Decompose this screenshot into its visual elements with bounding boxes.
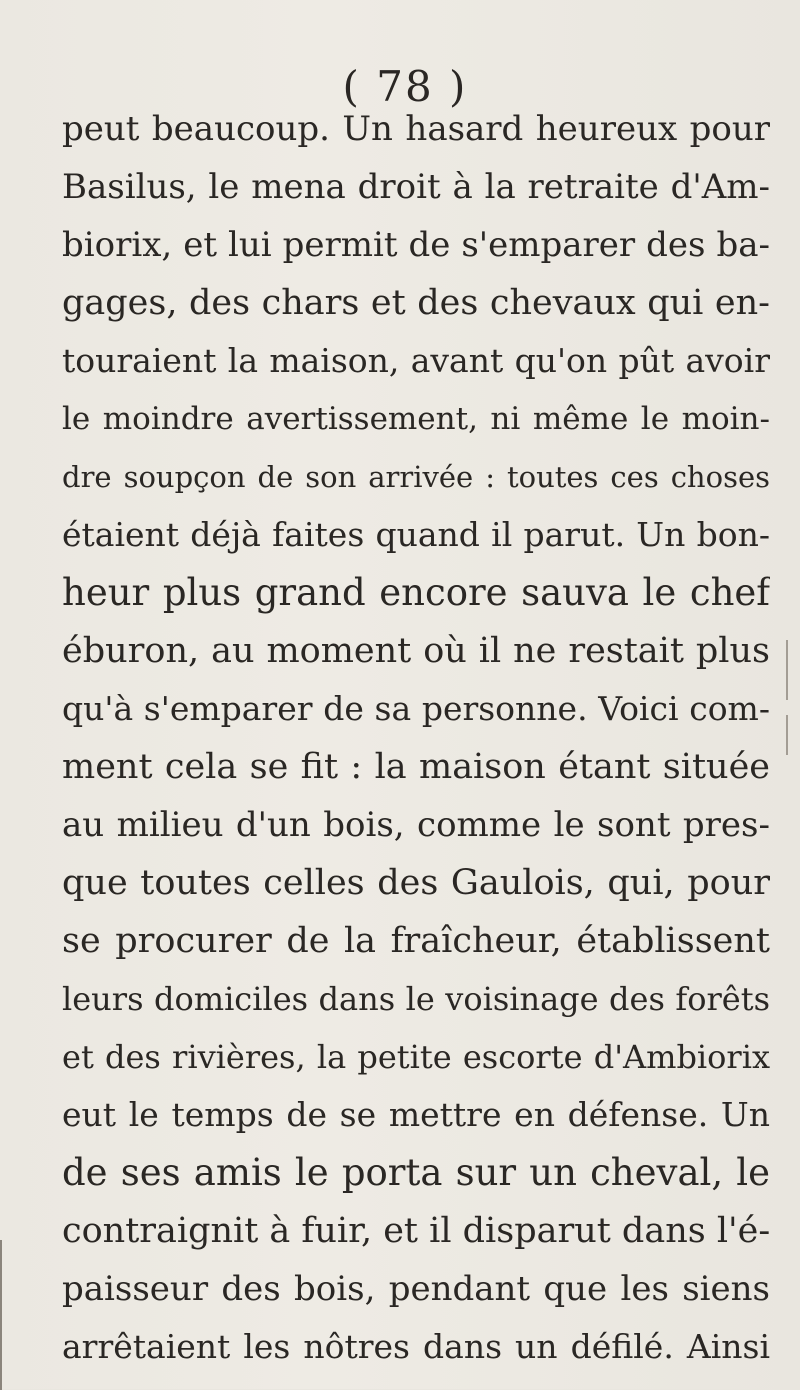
text-line: au milieu d'un bois, comme le sont pres-: [62, 805, 770, 845]
text-line: se procurer de la fraîcheur, établissent: [62, 921, 770, 961]
page-number: ( 78 ): [342, 62, 468, 111]
text-line: leurs domiciles dans le voisinage des forêts: [62, 980, 770, 1018]
text-line: peut beaucoup. Un hasard heureux pour: [62, 109, 770, 149]
edge-mark: [786, 640, 788, 700]
text-line: étaient déjà faites quand il parut. Un bon-: [62, 515, 770, 554]
text-line: qu'à s'emparer de sa personne. Voici com-: [62, 689, 770, 728]
text-line: heur plus grand encore sauva le chef: [62, 571, 770, 614]
text-line: Basilus, le mena droit à la retraite d'Am-: [62, 167, 770, 207]
text-line: paisseur des bois, pendant que les siens: [62, 1269, 770, 1309]
margin-shadow: [0, 1240, 2, 1390]
text-line: contraignit à fuir, et il disparut dans l'é-: [62, 1211, 770, 1251]
text-line: ment cela se fit : la maison étant située: [62, 747, 770, 787]
edge-mark: [786, 715, 788, 755]
text-line: que toutes celles des Gaulois, qui, pour: [62, 863, 770, 903]
text-line: et des rivières, la petite escorte d'Ambiorix: [62, 1038, 770, 1076]
text-line: de ses amis le porta sur un cheval, le: [62, 1151, 770, 1194]
text-line: touraient la maison, avant qu'on pût avoir: [62, 341, 770, 380]
text-line: arrêtaient les nôtres dans un défilé. Ainsi: [62, 1327, 770, 1366]
text-line: le moindre avertissement, ni même le moin-: [62, 401, 770, 437]
page-body: [62, 100, 770, 1376]
text-line: gages, des chars et des chevaux qui en-: [62, 283, 770, 323]
text-line: eut le temps de se mettre en défense. Un: [62, 1095, 770, 1134]
text-line: dre soupçon de son arrivée : toutes ces choses: [62, 460, 770, 494]
text-line: biorix, et lui permit de s'emparer des ba-: [62, 225, 770, 265]
text-line: éburon, au moment où il ne restait plus: [62, 631, 770, 671]
